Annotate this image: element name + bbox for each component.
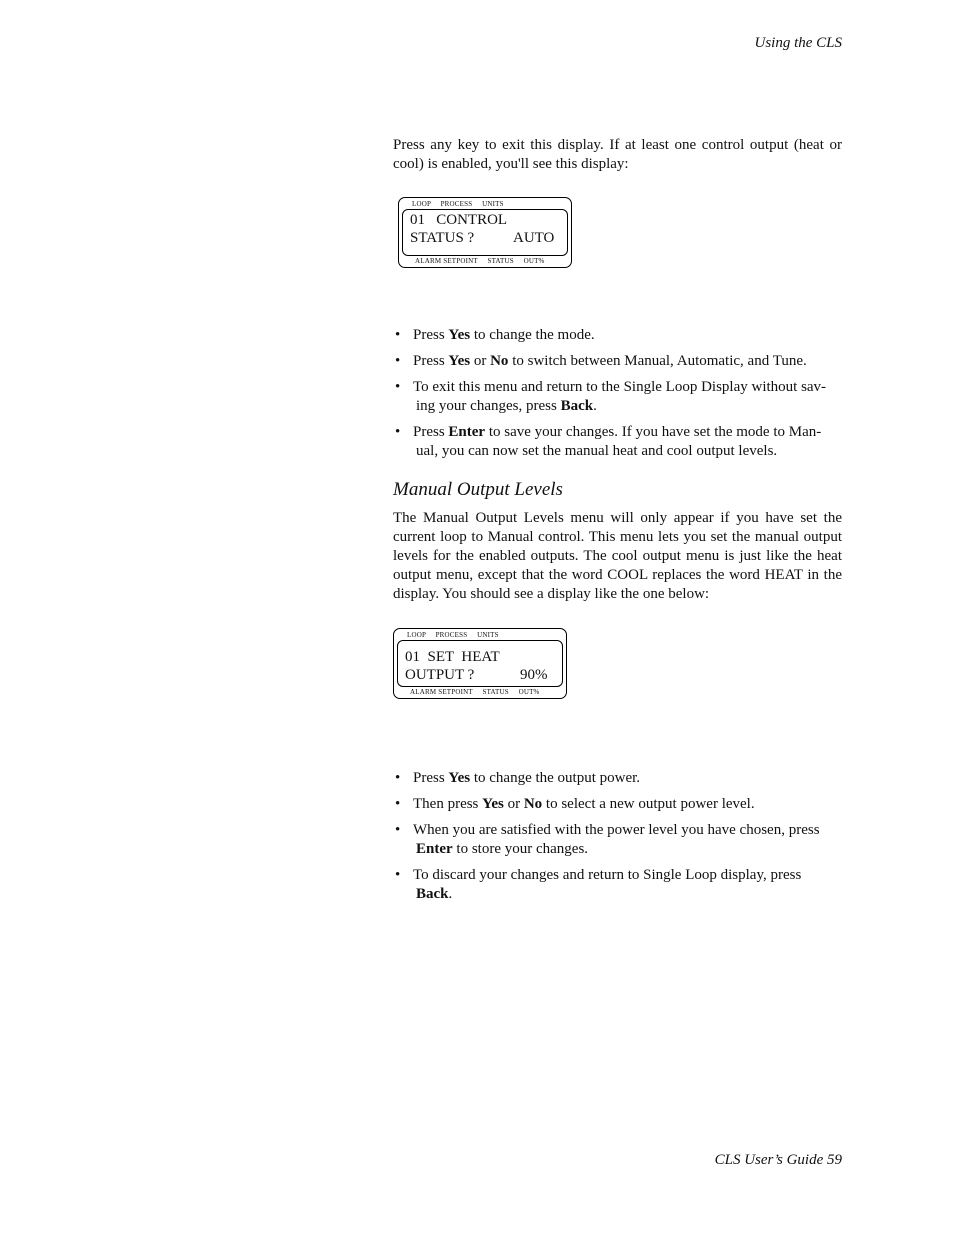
bullet-list-1 [393, 326, 842, 468]
running-header: Using the CLS [754, 35, 842, 51]
list-item: • Press Yes to change the mode. [393, 326, 842, 345]
list-item: • To discard your changes and return to Single Loop display, press Back. [393, 866, 842, 904]
lcd-line-1: 01 SET HEAT [405, 649, 500, 665]
page-footer: CLS User’s Guide 59 [714, 1152, 842, 1168]
lcd-display-set-heat [393, 628, 567, 699]
lcd-top-labels: LOOP PROCESS UNITS [412, 200, 504, 208]
lcd-screen [397, 640, 563, 687]
list-item: • Press Yes or No to switch between Manual, Automatic, and Tune. [393, 352, 842, 371]
lcd-line-2-label: STATUS ? [410, 230, 475, 246]
lcd-screen [402, 209, 568, 256]
list-item: • Press Yes to change the output power. [393, 769, 842, 788]
list-item: • When you are satisfied with the power level you have chosen, press Enter to store your changes. [393, 821, 842, 859]
bullet-list-2 [393, 769, 842, 911]
lcd-line-2-label: OUTPUT ? [405, 667, 475, 683]
lcd-line-2-value: 90% [520, 667, 548, 683]
lcd-bottom-labels: ALARM SETPOINT STATUS OUT% [415, 257, 545, 265]
section-paragraph: The Manual Output Levels menu will only appear if you have set the current loop to Manual control. This menu lets you set the manual output levels for the enabled outputs. The cool output menu is just like the heat output menu, except that the word COOL replaces the word HEAT in the display. You should see a display like the one below: [393, 510, 842, 602]
lcd-display-control-status [398, 197, 572, 268]
lcd-bottom-labels: ALARM SETPOINT STATUS OUT% [410, 688, 540, 696]
lcd-line-2-value: AUTO [513, 230, 555, 246]
lcd-line-1: 01 CONTROL [410, 212, 508, 228]
section-title: Manual Output Levels [393, 479, 563, 500]
intro-paragraph: Press any key to exit this display. If at least one control output (heat or cool) is enabled, you'll see this display: [393, 137, 842, 172]
list-item: • To exit this menu and return to the Single Loop Display without sav- ing your changes, press Back. [393, 378, 842, 416]
intro-section [393, 136, 842, 174]
lcd-top-labels: LOOP PROCESS UNITS [407, 631, 499, 639]
list-item: • Then press Yes or No to select a new output power level. [393, 795, 842, 814]
manual-output-section [393, 479, 842, 604]
list-item: • Press Enter to save your changes. If you have set the mode to Man- ual, you can now set the manual heat and cool output levels. [393, 423, 842, 461]
